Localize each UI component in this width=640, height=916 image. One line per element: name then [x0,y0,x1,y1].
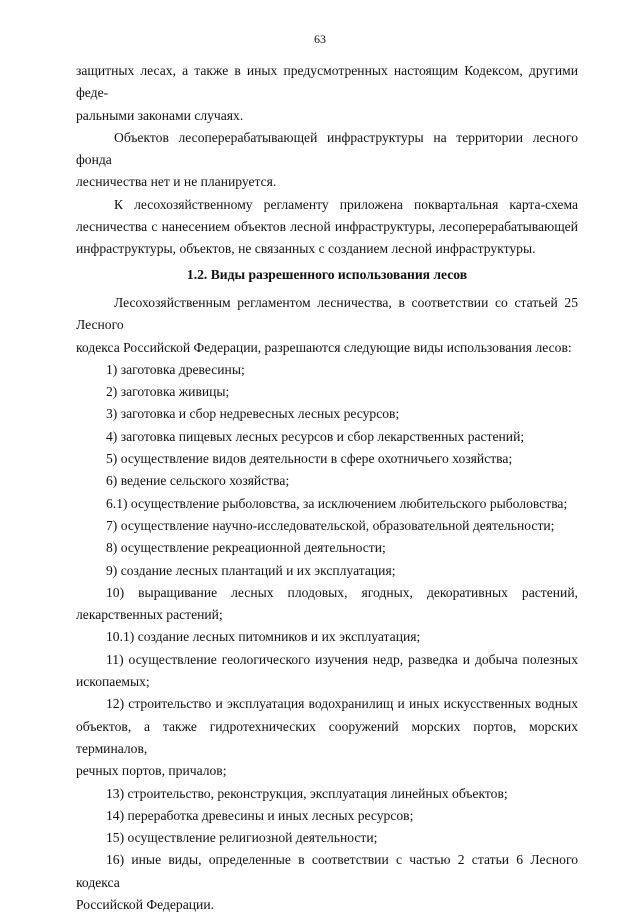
list-item: 15) осуществление религиозной деятельности; [106,830,378,846]
text-line: лесничества нет и не планируется. [76,174,277,190]
list-item: 14) переработка древесины и иных лесных ресурсов; [106,807,414,823]
text-line: речных портов, причалов; [76,763,227,779]
text-line: лесничества с нанесением объектов лесной инфраструктуры, лесоперерабатывающей [76,219,578,235]
paragraph-intro [76,292,578,359]
text-line: ископаемых; [76,674,150,690]
text-line: К лесохозяйственному регламенту приложена поквартальная карта-схема [114,196,578,212]
list-item: 9) создание лесных плантаций и их эксплуатация; [106,562,396,578]
paragraph-infrastructure [76,127,578,194]
list-item: 1) заготовка древесины; [106,361,245,377]
list-item: 2) заготовка живицы; [106,384,230,400]
text-line: защитных лесах, а также в иных предусмотренных настоящим Кодексом, другими феде- [76,63,578,101]
list-item: 6) ведение сельского хозяйства; [106,473,290,489]
section-heading: 1.2. Виды разрешенного использования лесов [186,266,468,282]
list-item-10 [76,582,578,627]
text-line: Лесохозяйственным регламентом лесничества, в соответствии со статьей 25 Лесного [76,294,578,333]
text-line: лекарственных растений; [76,607,223,623]
list-item: 13) строительство, реконструкция, эксплуатация линейных объектов; [106,785,508,801]
text-line: 12) строительство и эксплуатация водохранилищ и иных искусственных водных [106,696,578,712]
list-item: 4) заготовка пищевых лесных ресурсов и сбор лекарственных растений; [106,428,525,444]
list-item-16 [76,849,578,916]
text-line: 11) осуществление геологического изучения недр, разведка и добыча полезных [106,651,578,667]
list-item: 6.1) осуществление рыболовства, за исключением любительского рыболовства; [106,495,568,511]
paragraph-map-scheme [76,194,578,261]
text-line: инфраструктуры, объектов, не связанных с созданием лесной инфраструктуры. [76,241,536,257]
text-line: объектов, а также гидротехнических сооружений морских портов, морских терминалов, [76,718,578,756]
page-body [76,60,578,916]
text-line: кодекса Российской Федерации, разрешаются следующие виды использования лесов: [76,339,572,355]
text-line: 10) выращивание лесных плодовых, ягодных, декоративных растений, [106,584,578,600]
page-number: 63 [314,32,326,46]
text-line: Объектов лесоперерабатывающей инфраструктуры на территории лесного фонда [76,129,578,168]
list-item-12 [76,693,578,782]
list-item: 7) осуществление научно-исследовательской, образовательной деятельности; [106,517,555,533]
text-line: 16) иные виды, определенные в соответствии с частью 2 статьи 6 Лесного кодекса [76,852,578,890]
text-line: ральными законами случаях. [76,107,244,123]
list-item-11 [76,649,578,694]
list-item: 8) осуществление рекреационной деятельности; [106,540,386,556]
paragraph-protective-forests [76,60,578,127]
list-item: 5) осуществление видов деятельности в сфере охотничьего хозяйства; [106,451,513,467]
list-item: 3) заготовка и сбор недревесных лесных ресурсов; [106,406,400,422]
text-line: Российской Федерации. [76,896,214,912]
list-item: 10.1) создание лесных питомников и их эксплуатация; [106,629,421,645]
